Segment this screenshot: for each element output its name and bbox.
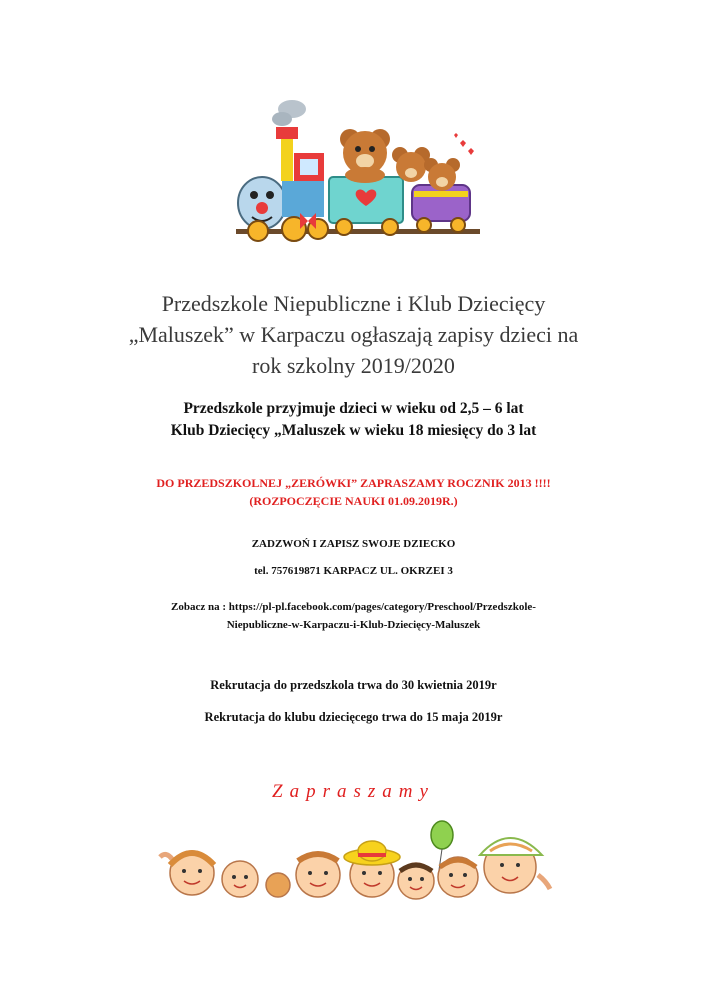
age-info-kindergarten: Przedszkole przyjmuje dzieci w wieku od 2,5 – 6 lat — [183, 400, 524, 417]
recruitment-kindergarten: Rekrutacja do przedszkola trwa do 30 kwietnia 2019r — [210, 678, 497, 692]
notice-line-1: DO PRZEDSZKOLNEJ „ZERÓWKI” ZAPRASZAMY ROCZNIK 2013 !!!! — [156, 476, 551, 490]
facebook-link-line-2[interactable]: Niepubliczne-w-Karpaczu-i-Klub-Dziecięcy-Maluszek — [226, 619, 481, 631]
age-info — [0, 398, 707, 442]
heading-line-3: rok szkolny 2019/2020 — [252, 353, 455, 378]
age-info-club: Klub Dziecięcy „Maluszek w wieku 18 miesięcy do 3 lat — [170, 422, 537, 439]
recruitment-club: Rekrutacja do klubu dziecięcego trwa do 15 maja 2019r — [204, 710, 503, 724]
closing-invitation: Zapraszamy — [272, 781, 435, 802]
facebook-link-line-1[interactable]: Zobacz na : https://pl-pl.facebook.com/pages/category/Preschool/Przedszkole- — [171, 601, 536, 613]
notice-line-2: (ROZPOCZĘCIE NAUKI 01.09.2019R.) — [249, 494, 458, 508]
train-illustration — [234, 95, 484, 245]
call-to-action: ZADZWOŃ I ZAPISZ SWOJE DZIECKO — [251, 538, 456, 550]
children-illustration — [158, 815, 553, 907]
facebook-link[interactable] — [0, 598, 707, 634]
main-heading — [0, 288, 707, 381]
heading-line-2: „Maluszek” w Karpaczu ogłaszają zapisy dzieci na — [128, 322, 579, 347]
heading-line-1: Przedszkole Niepubliczne i Klub Dziecięcy — [161, 291, 546, 316]
zerowka-notice — [0, 474, 707, 510]
phone-address: tel. 757619871 KARPACZ UL. OKRZEI 3 — [254, 565, 453, 577]
